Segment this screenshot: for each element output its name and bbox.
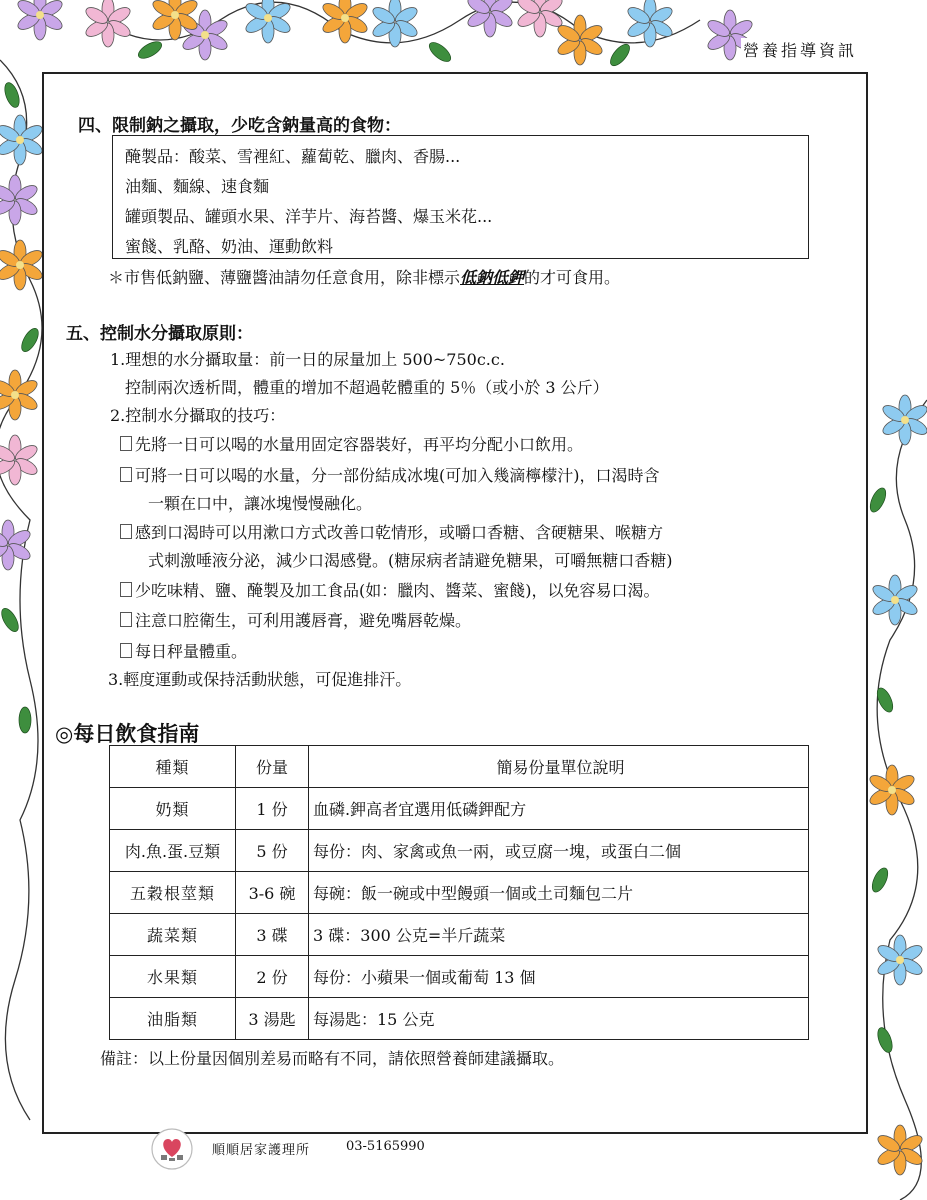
diet-guide-title: ◎每日飲食指南 — [55, 721, 200, 746]
cell-portion: 5 份 — [236, 830, 309, 872]
list-item: 醃製品：酸菜、雪裡紅、蘿蔔乾、臘肉、香腸... — [125, 147, 461, 166]
list-item: 油麵、麵線、速食麵 — [125, 177, 270, 196]
table-row — [110, 914, 809, 956]
table-row — [110, 830, 809, 872]
table-row — [110, 956, 809, 998]
section4-title: 四、限制鈉之攝取，少吃含鈉量高的食物： — [78, 116, 401, 136]
high-sodium-food-box — [112, 135, 809, 259]
water-principle-3: 3.輕度運動或保持活動狀態，可促進排汗。 — [108, 670, 412, 689]
bullet-box-icon — [120, 643, 132, 658]
bullet-box-icon — [120, 467, 132, 482]
tip-item: 可將一日可以喝的水量，分一部份結成冰塊(可加入幾滴檸檬汁)，口渴時含 — [120, 463, 660, 486]
header-label: 營養指導資訊 — [741, 38, 859, 61]
cell-category: 肉.魚.蛋.豆類 — [110, 830, 236, 872]
cell-description: 3 碟：300 公克=半斤蔬菜 — [309, 914, 809, 956]
cell-description: 每份：肉、家禽或魚一兩，或豆腐一塊，或蛋白二個 — [309, 830, 809, 872]
cell-portion: 3 碟 — [236, 914, 309, 956]
table-row — [110, 998, 809, 1040]
tip-item-cont: 式刺激唾液分泌，減少口渴感覺。(糖尿病者請避免糖果，可嚼無糖口香糖) — [148, 551, 673, 570]
tip-item: 少吃味精、鹽、醃製及加工食品(如：臘肉、醬菜、蜜餞)，以免容易口渴。 — [120, 578, 660, 601]
cell-portion: 2 份 — [236, 956, 309, 998]
tip-item-cont: 一顆在口中，讓冰塊慢慢融化。 — [148, 494, 373, 513]
water-principle-1: 1.理想的水分攝取量：前一日的尿量加上 500~750c.c. — [110, 350, 505, 369]
bullet-box-icon — [120, 612, 132, 627]
water-principle-2: 2.控制水分攝取的技巧： — [110, 406, 286, 425]
cell-description: 每份：小蘋果一個或葡萄 13 個 — [309, 956, 809, 998]
cell-description: 血磷.鉀高者宜選用低磷鉀配方 — [309, 788, 809, 830]
cell-category: 水果類 — [110, 956, 236, 998]
portion-note: 備註：以上份量因個別差易而略有不同，請依照營養師建議攝取。 — [100, 1049, 565, 1068]
col-header-portion: 份量 — [236, 746, 309, 788]
cell-portion: 3 湯匙 — [236, 998, 309, 1040]
table-row — [110, 788, 809, 830]
clinic-logo-icon — [150, 1127, 194, 1171]
cell-category: 蔬菜類 — [110, 914, 236, 956]
cell-category: 奶類 — [110, 788, 236, 830]
cell-portion: 3-6 碗 — [236, 872, 309, 914]
col-header-description: 簡易份量單位說明 — [309, 746, 809, 788]
clinic-phone: 03-5165990 — [346, 1139, 425, 1154]
section5-title: 五、控制水分攝取原則： — [66, 324, 253, 344]
tip-item: 注意口腔衛生，可利用護唇膏，避免嘴唇乾燥。 — [120, 608, 471, 631]
note-text: ＊市售低鈉鹽、薄鹽醬油請勿任意食用，除非標示 — [108, 268, 461, 287]
cell-description: 每碗：飯一碗或中型饅頭一個或土司麵包二片 — [309, 872, 809, 914]
note-text-end: 的才可食用。 — [524, 268, 621, 287]
water-principle-1b: 控制兩次透析間，體重的增加不超過乾體重的 5％（或小於 3 公斤） — [125, 378, 609, 397]
diet-guide-table — [109, 745, 809, 1040]
list-item: 罐頭製品、罐頭水果、洋芋片、海苔醬、爆玉米花... — [125, 207, 493, 226]
low-sodium-highlight: 低鈉低鉀 — [460, 268, 525, 287]
tip-item: 感到口渴時可以用漱口方式改善口乾情形，或嚼口香糖、含硬糖果、喉糖方 — [120, 520, 663, 543]
clinic-name: 順順居家護理所 — [212, 1143, 311, 1158]
table-header-row — [110, 746, 809, 788]
bullet-box-icon — [120, 582, 132, 597]
cell-portion: 1 份 — [236, 788, 309, 830]
cell-description: 每湯匙：15 公克 — [309, 998, 809, 1040]
list-item: 蜜餞、乳酪、奶油、運動飲料 — [125, 237, 334, 256]
bullet-box-icon — [120, 436, 132, 451]
cell-category: 五穀根莖類 — [110, 872, 236, 914]
tip-item: 每日秤量體重。 — [120, 639, 247, 662]
col-header-category: 種類 — [110, 746, 236, 788]
bullet-box-icon — [120, 524, 132, 539]
tip-item: 先將一日可以喝的水量用固定容器裝好，再平均分配小口飲用。 — [120, 432, 583, 455]
footer — [150, 1127, 450, 1171]
table-row — [110, 872, 809, 914]
low-sodium-note — [108, 265, 620, 288]
cell-category: 油脂類 — [110, 998, 236, 1040]
